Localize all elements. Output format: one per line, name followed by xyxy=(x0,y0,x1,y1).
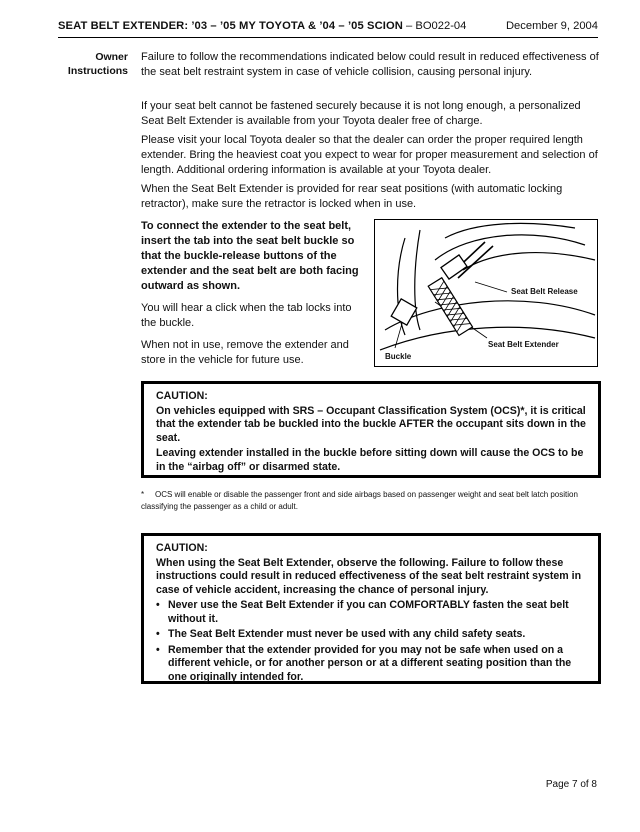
connect-instruction: To connect the extender to the seat belt, insert the tab into the seat belt buckle so that the buckle-release buttons of the extender and the seat belt are both facing outward as shown. xyxy=(141,220,359,292)
footnote-text: OCS will enable or disable the passenger front and side airbags based on passenger weight and seat belt latch position classifying the passenger as a child or adult. xyxy=(141,490,578,511)
list-item-text: Never use the Seat Belt Extender if you can COMFORTABLY fasten the seat belt without it. xyxy=(168,599,569,625)
paragraph-rear-seat: When the Seat Belt Extender is provided for rear seat positions (with automatic locking retractor), make sure the retractor is locked when in use. xyxy=(141,183,563,210)
list-item-text: The Seat Belt Extender must never be used with any child safety seats. xyxy=(168,628,526,640)
label-buckle: Buckle xyxy=(385,352,412,361)
caution-usage-list xyxy=(156,599,586,684)
caution-usage-intro: When using the Seat Belt Extender, observe the following. Failure to follow these instructions could result in reduced effectiveness of the seat belt restraint system in case of vehicle accident, increasing the chance of personal injury. xyxy=(156,556,582,596)
seat-belt-extender-illustration xyxy=(374,219,598,367)
footnote xyxy=(141,489,601,513)
caution-title: CAUTION: xyxy=(156,542,208,554)
bullet: • xyxy=(156,628,160,640)
caution-title: CAUTION: xyxy=(156,390,208,402)
list-item xyxy=(156,644,586,685)
connect-instructions xyxy=(141,219,363,375)
header-doc-code: – BO022-04 xyxy=(406,20,467,32)
header-title: SEAT BELT EXTENDER: ’03 – ’05 MY TOYOTA & ’04 – ’05 SCION xyxy=(58,20,403,32)
label-seat-belt-extender: Seat Belt Extender xyxy=(488,340,559,349)
bullet: • xyxy=(156,643,160,656)
paragraph-warning: Failure to follow the recommendations indicated below could result in reduced effectiveness of the seat belt restraint system in case of vehicle collision, causing personal injury. xyxy=(141,51,599,78)
header-date: December 9, 2004 xyxy=(505,20,598,32)
storage-note: When not in use, remove the extender and store in the vehicle for future use. xyxy=(141,339,349,366)
caution-box-usage xyxy=(141,533,601,684)
page-number: Page 7 of 8 xyxy=(545,779,597,790)
caution-box-ocs xyxy=(141,381,601,478)
footnote-marker: * xyxy=(141,490,145,499)
caution-airbag-off-text: Leaving extender installed in the buckle before sitting down will cause the OCS to be in the “airbag off” or disarmed state. xyxy=(156,447,584,473)
section-label: Owner Instructions xyxy=(67,51,128,77)
list-item xyxy=(156,599,586,626)
bullet: • xyxy=(156,599,160,611)
label-seat-belt-release: Seat Belt Release xyxy=(511,287,578,296)
caution-ocs-text: On vehicles equipped with SRS – Occupant Classification System (OCS)*, it is critical that the extender tab be buckled into the buckle AFTER the occupant sits down in the seat. xyxy=(156,404,586,444)
paragraph-dealer: Please visit your local Toyota dealer so that the dealer can order the proper required length extender. Bring the heaviest coat you expect to wear for proper measurement and selection of length. Additional ordering information is available at your Toyota dealer. xyxy=(141,134,598,176)
list-item xyxy=(156,628,586,642)
page-header xyxy=(58,19,598,38)
click-note: You will hear a click when the tab locks into the buckle. xyxy=(141,302,352,329)
list-item-text: Remember that the extender provided for you may not be safe when used on a different vehicle, or for another person or at a different seating position than the one originally intended for. xyxy=(168,643,572,683)
header-title-group xyxy=(58,20,466,32)
paragraph-availability: If your seat belt cannot be fastened securely because it is not long enough, a personalized Seat Belt Extender is available from your Toyota dealer free of charge. xyxy=(141,100,581,127)
